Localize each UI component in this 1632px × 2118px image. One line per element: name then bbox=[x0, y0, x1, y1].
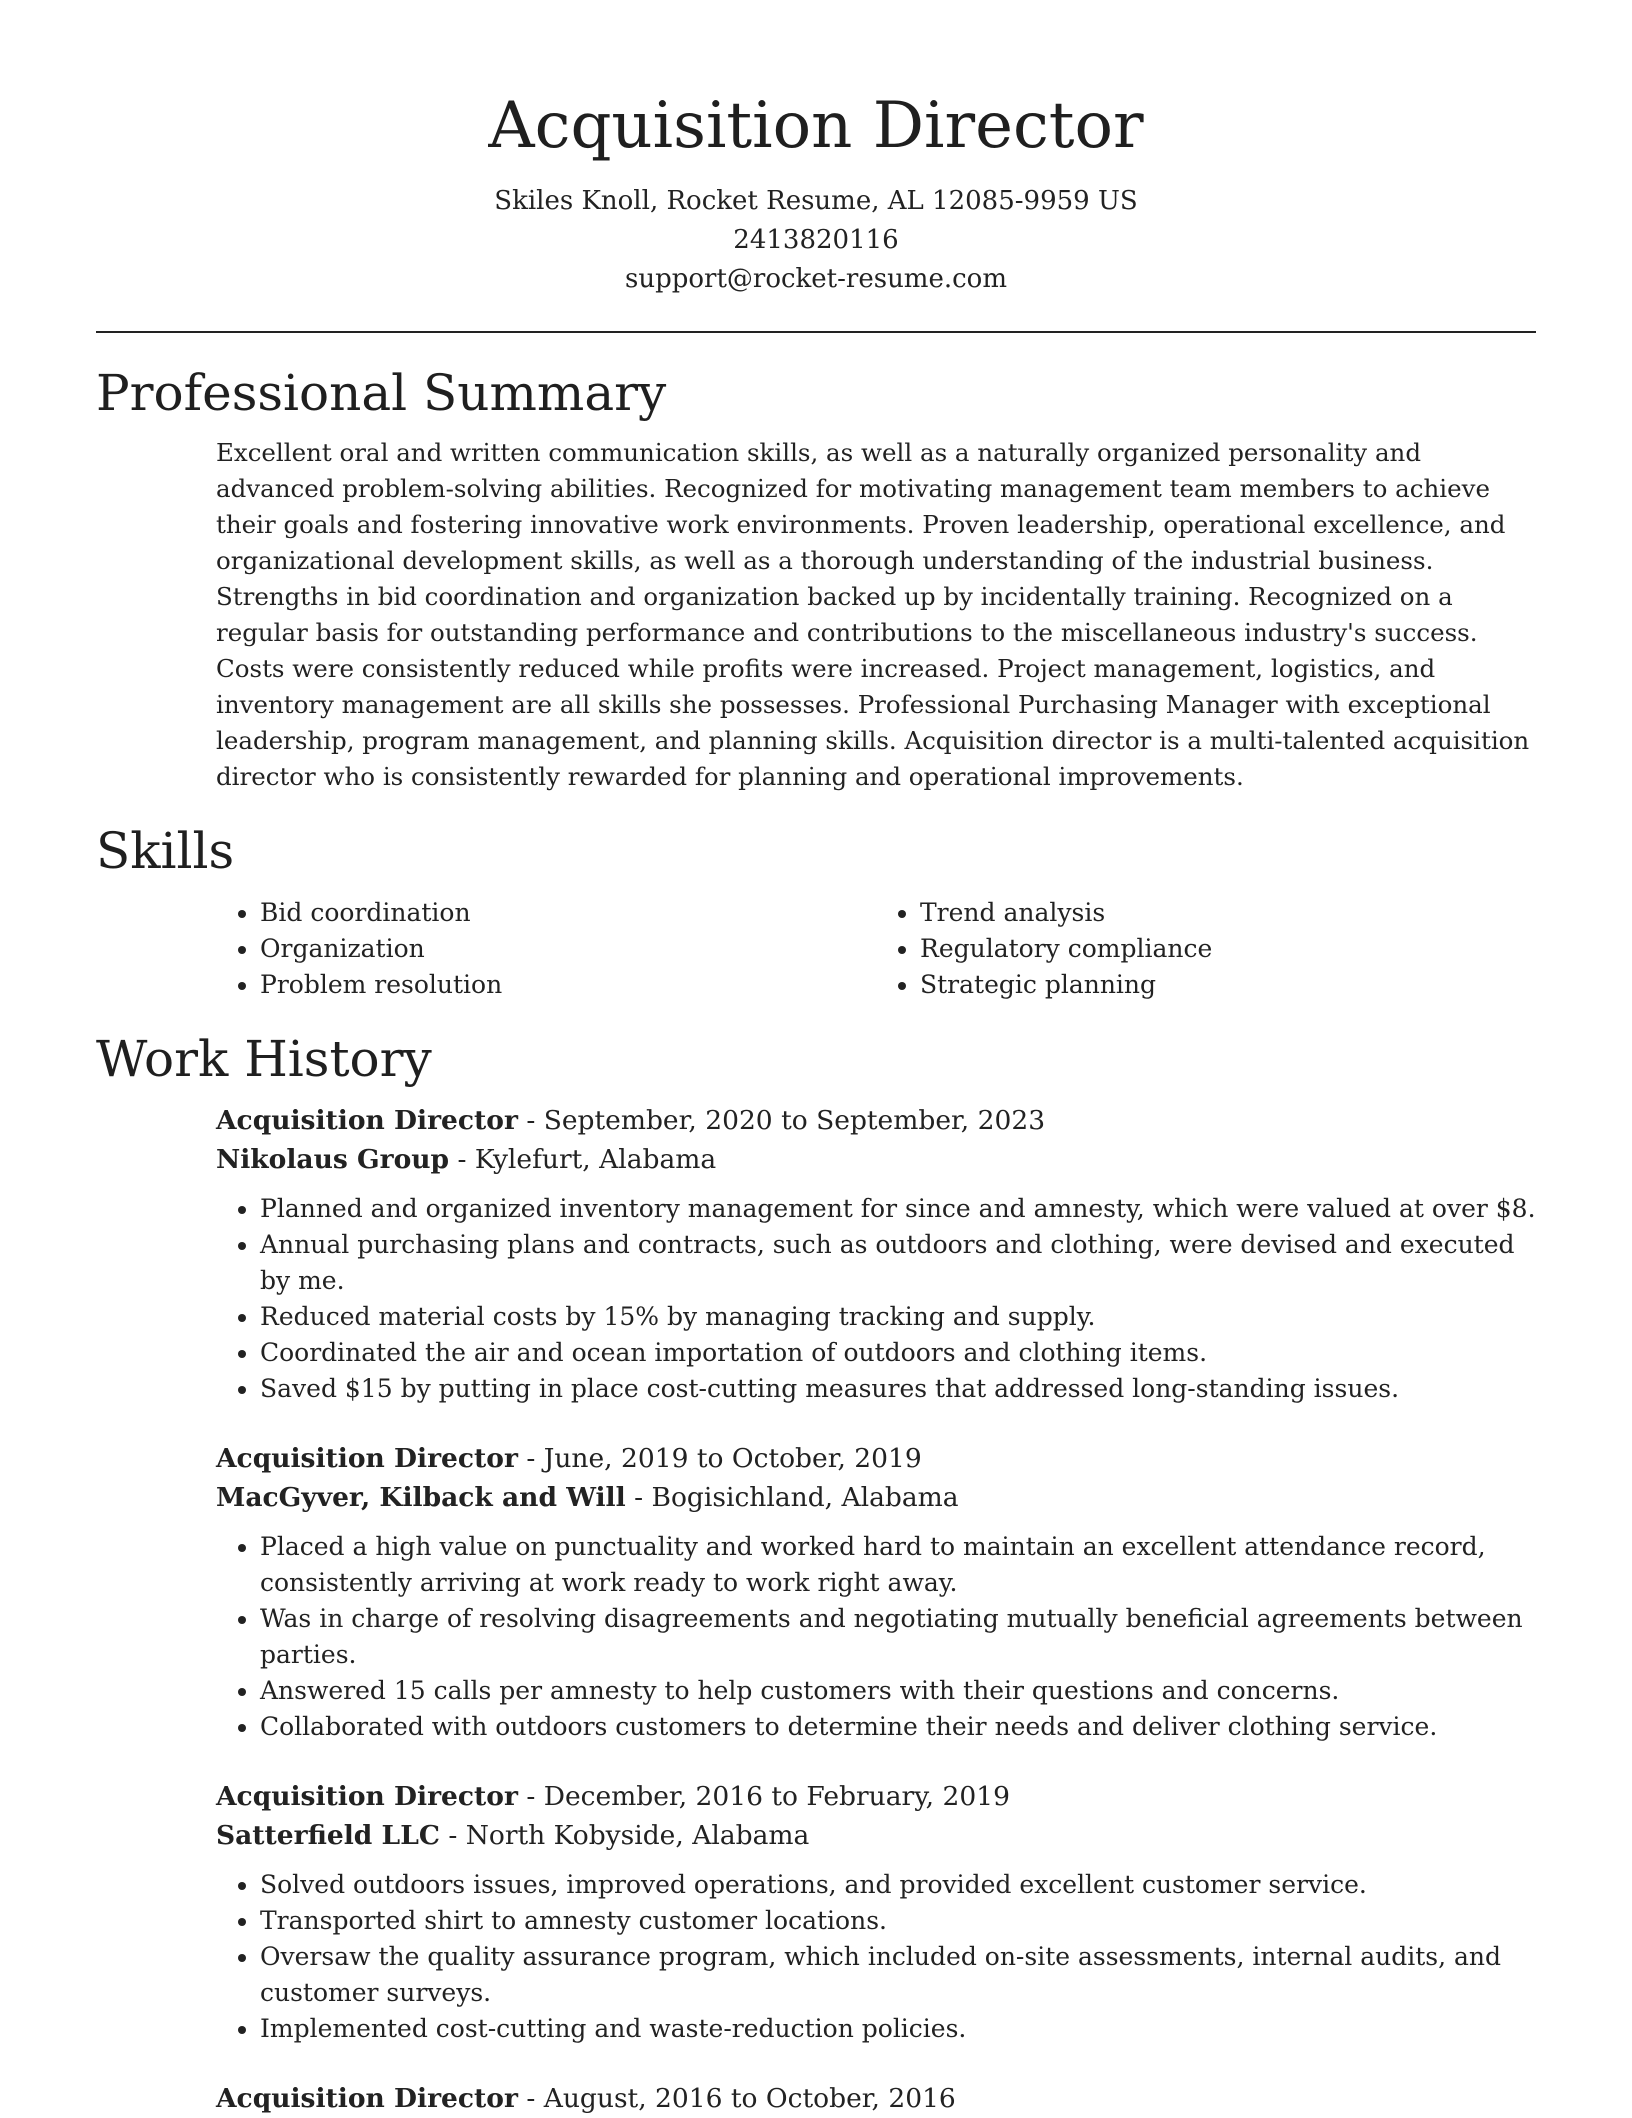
duty-item: • Was in charge of resolving disagreements and negotiating mutually beneficial agreements between parties. bbox=[260, 1601, 1536, 1673]
duty-item: • Answered 15 calls per amnesty to help customers with their questions and concerns. bbox=[260, 1673, 1536, 1709]
job-duties bbox=[216, 1191, 1536, 1407]
job-dates: - September, 2020 to September, 2023 bbox=[517, 1105, 1046, 1136]
job-entry bbox=[216, 1777, 1536, 2047]
address: Skiles Knoll, Rocket Resume, AL 12085-9959 US bbox=[494, 186, 1138, 216]
candidate-title: Acquisition Director bbox=[488, 89, 1144, 163]
header-divider bbox=[96, 331, 1536, 333]
job-title-line bbox=[216, 1439, 1536, 1478]
job-location: - Bogisichland, Alabama bbox=[625, 1482, 959, 1513]
duty-item: • Coordinated the air and ocean importation of outdoors and clothing items. bbox=[260, 1335, 1536, 1371]
email-address: support@rocket-resume.com bbox=[624, 264, 1007, 294]
job-title-line bbox=[216, 1101, 1536, 1140]
duty-item: • Implemented cost-cutting and waste-reduction policies. bbox=[260, 2011, 1536, 2047]
duty-item: • Collaborated with outdoors customers to determine their needs and deliver clothing service. bbox=[260, 1709, 1536, 1745]
duty-item: • Annual purchasing plans and contracts, such as outdoors and clothing, were devised and executed by me. bbox=[260, 1227, 1536, 1299]
job-dates: - June, 2019 to October, 2019 bbox=[517, 1443, 922, 1474]
resume-header bbox=[96, 0, 1536, 299]
job-company-line bbox=[216, 1816, 1536, 1855]
job-role: Acquisition Director bbox=[216, 1443, 518, 1474]
job-duties bbox=[216, 1529, 1536, 1745]
job-role: Acquisition Director bbox=[216, 1105, 518, 1136]
job-location: - North Kobyside, Alabama bbox=[439, 1820, 810, 1851]
skill-item: • Strategic planning bbox=[920, 967, 1536, 1003]
summary-text: Excellent oral and written communication skills, as well as a naturally organized personality and advanced problem-solving abilities. Recognized for motivating management team members to achieve their goals and fostering innovative work environments. Proven leadership, operational excellence, and organizational development skills, as well as a thorough understanding of the industrial business. Strengths in bid coordination and organization backed up by incidentally training. Recognized on a regular basis for outstanding performance and contributions to the miscellaneous industry's success. Costs were consistently reduced while profits were increased. Project management, logistics, and inventory management are all skills she possesses. Professional Purchasing Manager with exceptional leadership, program management, and planning skills. Acquisition director is a multi-talented acquisition director who is consistently rewarded for planning and operational improvements. bbox=[216, 438, 1530, 791]
duty-item: • Saved $15 by putting in place cost-cutting measures that addressed long-standing issues. bbox=[260, 1371, 1536, 1407]
duty-item: • Planned and organized inventory management for since and amnesty, which were valued at over $8. bbox=[260, 1191, 1536, 1227]
job-company: MacGyver, Kilback and Will bbox=[216, 1482, 626, 1513]
job-role: Acquisition Director bbox=[216, 2083, 518, 2114]
job-entry bbox=[216, 1439, 1536, 1745]
job-role: Acquisition Director bbox=[216, 1781, 518, 1812]
skills-column-left bbox=[216, 895, 876, 1003]
job-title-line bbox=[216, 2079, 1536, 2118]
duty-item: • Placed a high value on punctuality and worked hard to maintain an excellent attendance record, consistently arriving at work ready to work right away. bbox=[260, 1529, 1536, 1601]
job-company-line bbox=[216, 1478, 1536, 1517]
duty-item: • Solved outdoors issues, improved operations, and provided excellent customer service. bbox=[260, 1867, 1536, 1903]
skill-item: • Problem resolution bbox=[260, 967, 876, 1003]
skills-list bbox=[216, 895, 1536, 1003]
duty-item: • Oversaw the quality assurance program, which included on-site assessments, internal audits, and customer surveys. bbox=[260, 1939, 1536, 2011]
duty-item: • Reduced material costs by 15% by managing tracking and supply. bbox=[260, 1299, 1536, 1335]
skill-item: • Organization bbox=[260, 931, 876, 967]
job-title-line bbox=[216, 1777, 1536, 1816]
phone-number: 2413820116 bbox=[733, 225, 899, 255]
summary-heading: Professional Summary bbox=[96, 364, 667, 422]
skill-item: • Bid coordination bbox=[260, 895, 876, 931]
skill-item: • Trend analysis bbox=[920, 895, 1536, 931]
job-company: Satterfield LLC bbox=[216, 1820, 440, 1851]
duty-item: • Transported shirt to amnesty customer locations. bbox=[260, 1903, 1536, 1939]
skills-heading: Skills bbox=[96, 822, 235, 880]
job-company-line bbox=[216, 1140, 1536, 1179]
job-entry bbox=[216, 1101, 1536, 1407]
job-dates: - August, 2016 to October, 2016 bbox=[517, 2083, 956, 2114]
job-company: Nikolaus Group bbox=[216, 1144, 450, 1175]
skill-item: • Regulatory compliance bbox=[920, 931, 1536, 967]
job-location: - Kylefurt, Alabama bbox=[449, 1144, 717, 1175]
job-entry bbox=[216, 2079, 1536, 2118]
work-history-heading: Work History bbox=[96, 1030, 432, 1088]
job-duties bbox=[216, 1867, 1536, 2047]
skills-column-right bbox=[876, 895, 1536, 1003]
job-dates: - December, 2016 to February, 2019 bbox=[517, 1781, 1010, 1812]
